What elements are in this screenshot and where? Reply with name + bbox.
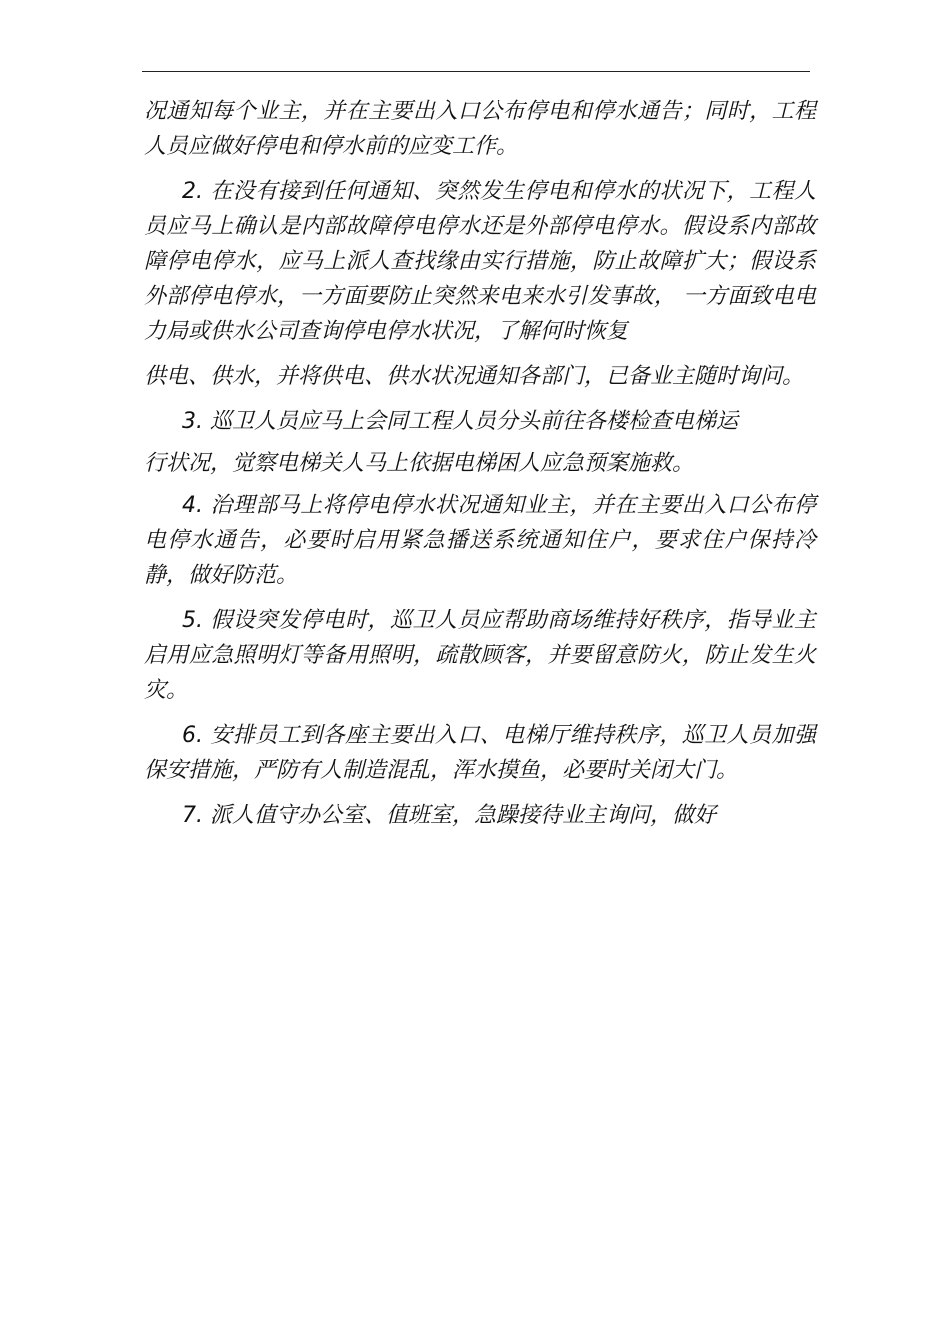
document-body	[144, 94, 816, 843]
paragraph-item-2-continued: 供电、供水，并将供电、供水状况通知各部门，已备业主随时询问。	[144, 364, 805, 389]
paragraph-item-6: 6. 安排员工到各座主要出入口、电梯厅维持秩序，巡卫人员加强保安措施，严防有人制造混乱，浑水摸鱼，必要时关闭大门。	[144, 723, 816, 783]
paragraph-item-3-continued: 行状况，觉察电梯关人马上依据电梯困人应急预案施救。	[144, 451, 695, 476]
paragraph-item-7: 7. 派人值守办公室、值班室，急躁接待业主询问，做好	[182, 803, 716, 828]
paragraph-item-3: 3. 巡卫人员应马上会同工程人员分头前往各楼检查电梯运	[182, 409, 738, 434]
paragraph-item-5: 5. 假设突发停电时，巡卫人员应帮助商场维持好秩序，指导业主启用应急照明灯等备用照明，疏散顾客，并要留意防火，防止发生火灾。	[144, 608, 816, 703]
paragraph-continuation: 况通知每个业主，并在主要出入口公布停电和停水通告；同时，工程人员应做好停电和停水前的应变工作。	[144, 99, 816, 159]
header-rule	[142, 71, 810, 72]
paragraph-item-2: 2. 在没有接到任何通知、突然发生停电和停水的状况下，工程人员应马上确认是内部故障停电停水还是外部停电停水。假设系内部故障停电停水，应马上派人查找缘由实行措施，防止故障扩大；假设系外部停电停水，一方面要防止突然来电来水引发事故， 一方面致电电力局或供水公司查询停电停水状况，了解何时恢复	[144, 179, 816, 344]
paragraph-item-4: 4. 治理部马上将停电停水状况通知业主，并在主要出入口公布停电停水通告，必要时启用紧急播送系统通知住户，要求住户保持冷静，做好防范。	[144, 493, 816, 588]
